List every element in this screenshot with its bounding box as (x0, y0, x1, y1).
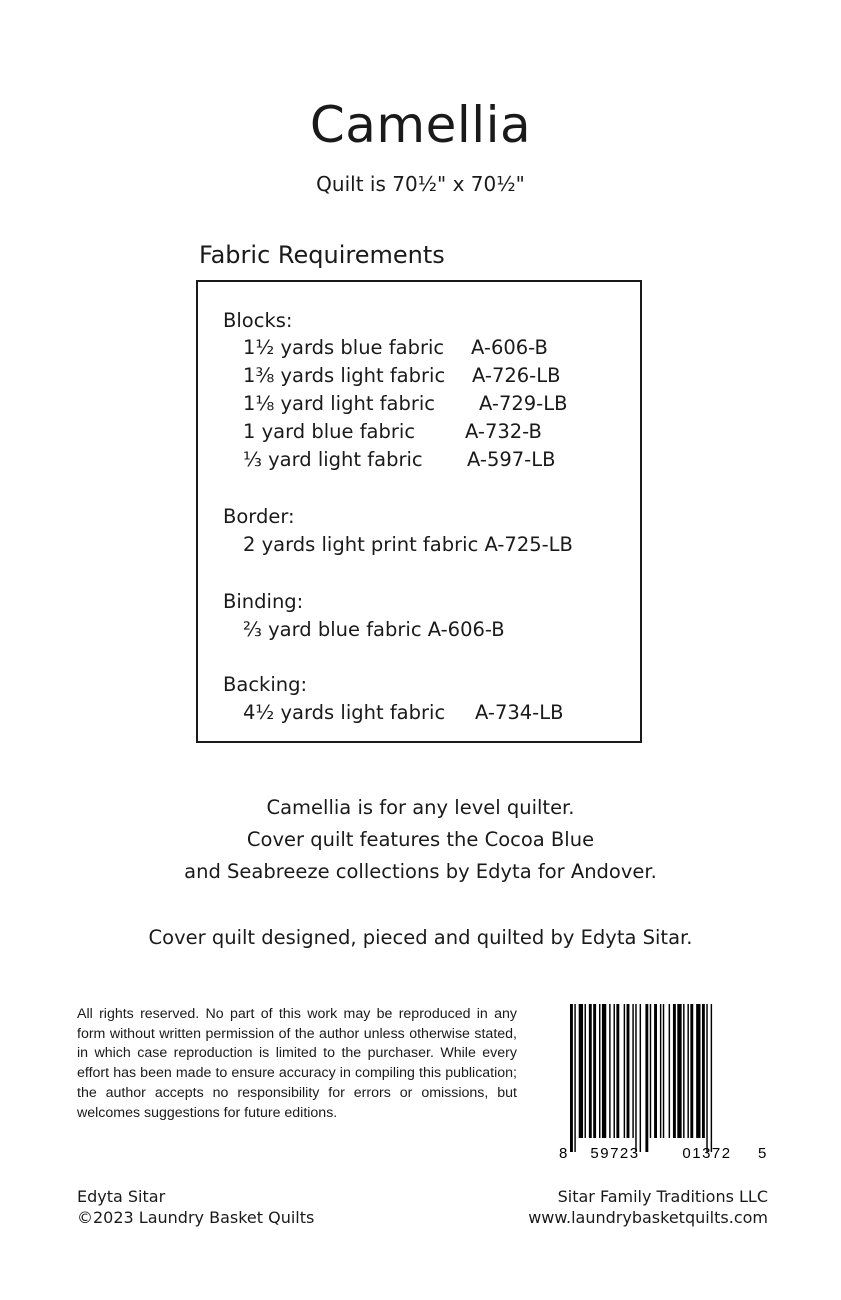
barcode-bar (589, 1004, 592, 1138)
item-code: A-729-LB (479, 392, 568, 415)
author-name: Edyta Sitar (77, 1187, 166, 1206)
upc-barcode (556, 1000, 768, 1162)
item-amount: 1⅛ yard light fabric (243, 392, 436, 415)
barcode-bars (570, 1004, 712, 1152)
barcode-bar (683, 1004, 684, 1138)
barcode-bar (599, 1004, 600, 1138)
item-amount: 1 yard blue fabric (243, 420, 416, 443)
barcode-bar (711, 1004, 712, 1152)
item-amount: ⅓ yard light fabric (243, 448, 423, 471)
publisher-name: Sitar Family Traditions LLC (557, 1187, 768, 1206)
barcode-bar (609, 1004, 610, 1138)
website-link[interactable]: www.laundrybasketquilts.com (528, 1208, 768, 1227)
barcode-bar (690, 1004, 693, 1138)
barcode-bar (650, 1004, 651, 1138)
copyright-line: ©2023 Laundry Basket Quilts (77, 1208, 315, 1227)
barcode-bar (663, 1004, 664, 1138)
border-title: Border: (223, 505, 295, 528)
barcode-last-digit: 5 (758, 1145, 767, 1162)
fabric-requirements-heading: Fabric Requirements (199, 241, 445, 269)
barcode-bar (574, 1004, 575, 1152)
barcode-right-digits: 01372 (682, 1145, 732, 1162)
credit-line: Cover quilt designed, pieced and quilted by Edyta Sitar. (148, 926, 693, 949)
barcode-bar (627, 1004, 630, 1138)
footer-author (77, 1186, 314, 1228)
footer-publisher (528, 1186, 768, 1228)
barcode-bar (640, 1004, 641, 1152)
barcode-bar (614, 1004, 615, 1138)
barcode-left-digits: 59723 (590, 1145, 640, 1162)
barcode-bar (624, 1004, 625, 1138)
item-code: A-726-LB (472, 364, 561, 387)
copyright-notice: All rights reserved. No part of this work may be reproduced in any form without written permission of the author unless otherwise stated, in which case reproduction is limited to the purchaser. While every effort has been made to ensure accuracy in compiling this publication; the author accepts no responsibility for errors or omissions, but welcomes suggestions for future editions. (77, 1006, 517, 1121)
backing-title: Backing: (223, 673, 308, 696)
item-code: A-734-LB (475, 701, 564, 724)
item-amount: 4½ yards light fabric (243, 701, 446, 724)
description-line: Camellia is for any level quilter. (266, 796, 575, 819)
item-code: A-732-B (465, 420, 542, 443)
description-line: Cover quilt features the Cocoa Blue (246, 828, 595, 851)
barcode-bar (616, 1004, 619, 1138)
barcode-bar (677, 1004, 681, 1138)
quilt-size: Quilt is 70½" x 70½" (316, 172, 525, 196)
barcode-bar (570, 1004, 573, 1152)
barcode-bar (635, 1004, 636, 1152)
barcode-bar (669, 1004, 670, 1138)
barcode-bar (696, 1004, 700, 1138)
barcode-bar (660, 1004, 661, 1138)
binding-item: ⅔ yard blue fabric A-606-B (243, 618, 505, 641)
item-code: A-606-B (471, 336, 548, 359)
barcode-bar (602, 1004, 606, 1138)
barcode-bar (706, 1004, 707, 1152)
item-code: A-597-LB (467, 448, 556, 471)
item-amount: 1⅜ yards light fabric (243, 364, 446, 387)
description-line: and Seabreeze collections by Edyta for Andover. (184, 860, 657, 883)
barcode-bar (702, 1004, 705, 1138)
barcode-bar (654, 1004, 657, 1138)
item-amount: 1½ yards blue fabric (243, 336, 445, 359)
blocks-title: Blocks: (223, 309, 293, 332)
barcode-bar (673, 1004, 676, 1138)
border-item: 2 yards light print fabric A-725-LB (243, 533, 573, 556)
pattern-title: Camellia (309, 96, 532, 154)
fabric-requirements-box (196, 280, 642, 743)
barcode-bar (632, 1004, 633, 1138)
barcode-bar (585, 1004, 586, 1138)
barcode-bar (687, 1004, 688, 1138)
binding-title: Binding: (223, 590, 304, 613)
barcode-first-digit: 8 (559, 1145, 568, 1162)
barcode-bar (579, 1004, 583, 1138)
barcode-bar (593, 1004, 596, 1138)
barcode-bar (645, 1004, 648, 1152)
